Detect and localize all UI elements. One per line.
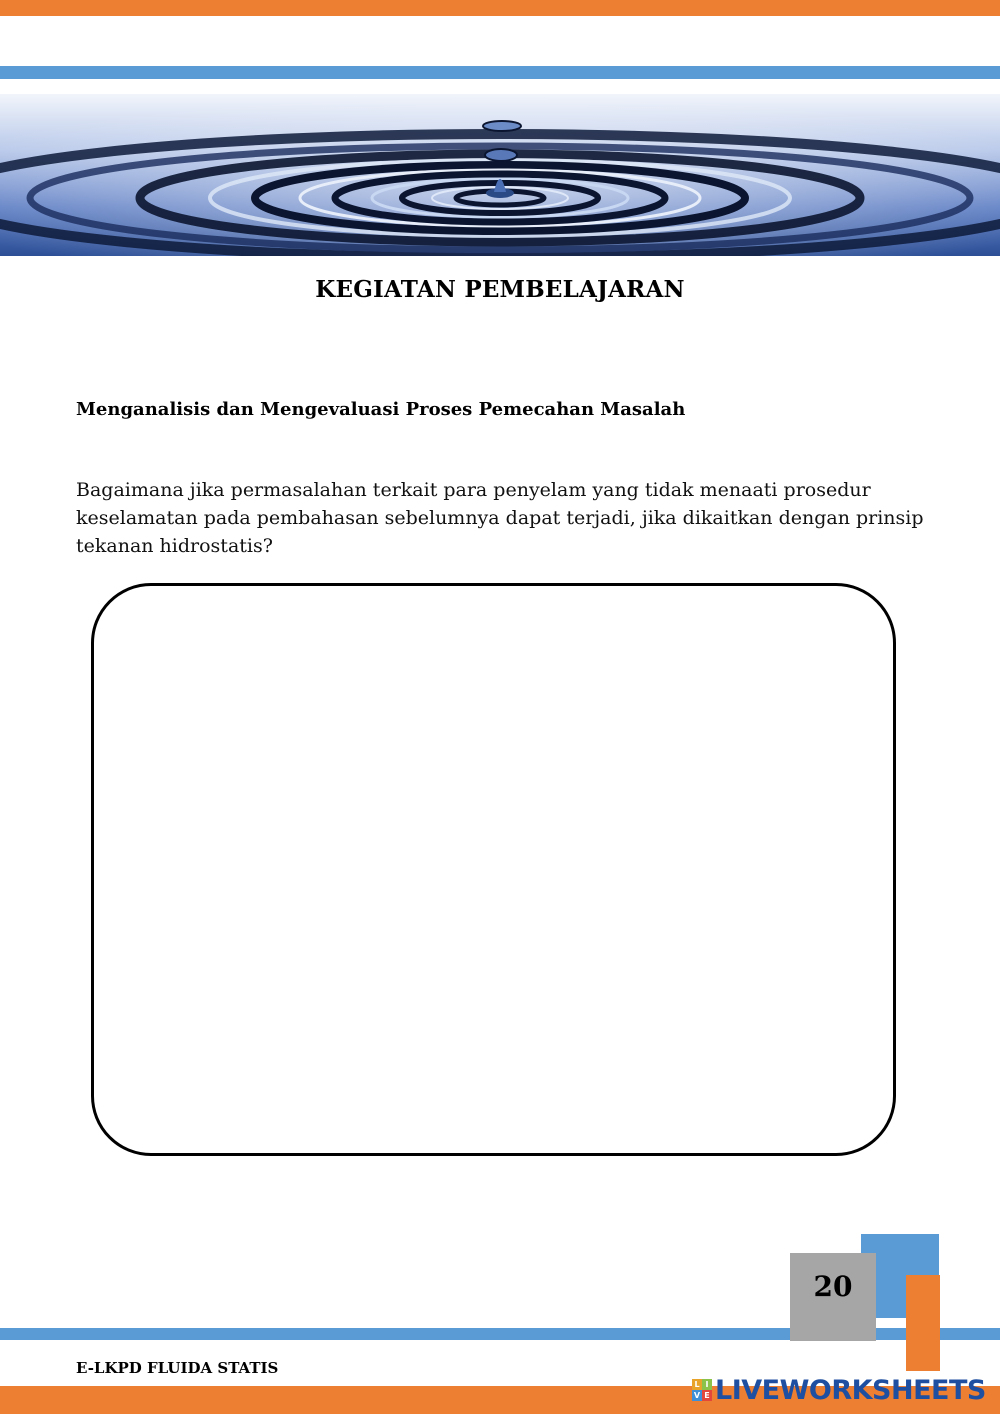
page-badge-orange-strip xyxy=(906,1275,940,1371)
logo-letter-l: L xyxy=(692,1379,702,1390)
section-subtitle: Menganalisis dan Mengevaluasi Proses Pemecahan Masalah xyxy=(76,399,686,420)
logo-letter-i: I xyxy=(702,1379,712,1390)
logo-letter-e: E xyxy=(702,1390,712,1401)
page-title: KEGIATAN PEMBELAJARAN xyxy=(315,276,685,303)
top-blue-bar xyxy=(0,66,1000,79)
answer-text-box[interactable] xyxy=(91,583,896,1156)
top-orange-bar xyxy=(0,0,1000,16)
liveworksheets-wordmark: LIVEWORKSHEETS xyxy=(715,1374,986,1406)
liveworksheets-logo-icon xyxy=(692,1379,712,1401)
question-text: Bagaimana jika permasalahan terkait para penyelam yang tidak menaati prosedur keselamatan pada pembahasan sebelumnya dapat terjadi, jika dikaitkan dengan prinsip tekanan hidrostatis? xyxy=(76,479,924,557)
water-ripple-banner xyxy=(0,94,1000,256)
liveworksheets-brand[interactable] xyxy=(692,1373,986,1407)
document-label: E-LKPD FLUIDA STATIS xyxy=(76,1359,279,1377)
logo-letter-v: V xyxy=(693,1391,701,1400)
page-number: 20 xyxy=(813,1270,853,1303)
